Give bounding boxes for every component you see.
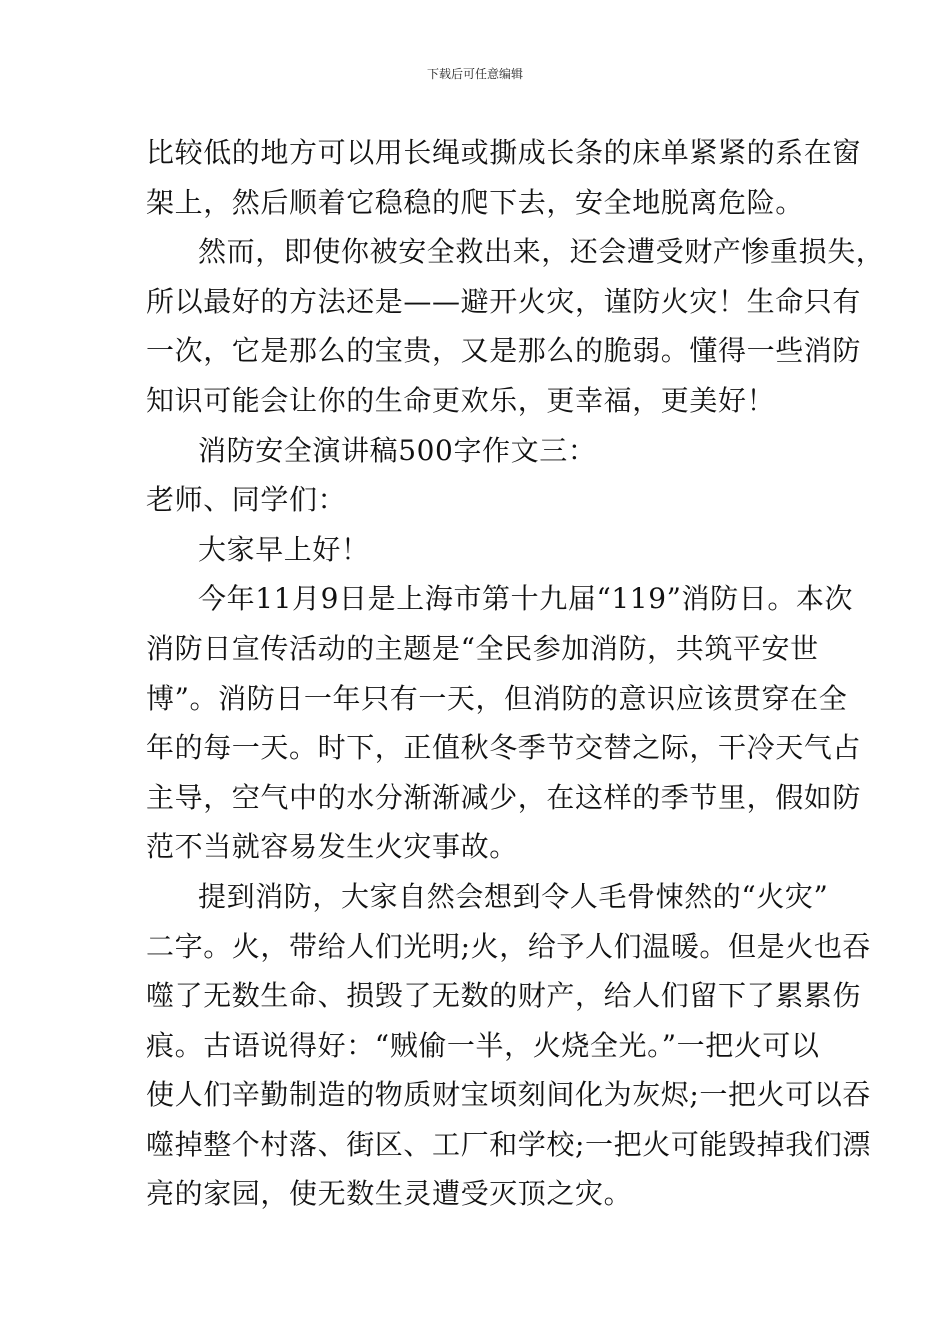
text-line: 比较低的地方可以用长绳或撕成长条的床单紧紧的系在窗 <box>146 136 862 169</box>
salutation: 老师、同学们： <box>146 483 347 517</box>
text-line: 主导，空气中的水分渐渐减少，在这样的季节里，假如防 <box>146 780 862 814</box>
text-line: 噬了无数生命、损毁了无数的财产，给人们留下了累累伤 <box>146 979 862 1013</box>
text-line: 痕。古语说得好：“贼偷一半，火烧全光。”一把火可以 <box>146 1028 820 1062</box>
text-line: 范不当就容易发生火灾事故。 <box>146 830 518 864</box>
page-header: 下载后可任意编辑 <box>426 67 523 81</box>
text-line: 消防日宣传活动的主题是“全民参加消防，共筑平安世 <box>146 631 819 665</box>
section-heading: 消防安全演讲稿500字作文三： <box>198 433 597 467</box>
text-line: 提到消防，大家自然会想到令人毛骨悚然的“火灾” <box>198 879 829 913</box>
text-line: 知识可能会让你的生命更欢乐，更幸福，更美好！ <box>146 383 776 417</box>
text-line: 噬掉整个村落、街区、工厂和学校;一把火可能毁掉我们漂 <box>146 1127 872 1161</box>
greeting: 大家早上好！ <box>198 532 370 566</box>
text-line: 所以最好的方法还是——避开火灾，谨防火灾！生命只有 <box>146 284 862 318</box>
text-line: 博”。消防日一年只有一天，但消防的意识应该贯穿在全 <box>146 681 848 715</box>
document-body <box>146 128 885 1219</box>
text-line: 亮的家园，使无数生灵遭受灭顶之灾。 <box>146 1177 633 1211</box>
text-line: 二字。火，带给人们光明;火，给予人们温暖。但是火也吞 <box>146 929 872 963</box>
text-line: 然而，即使你被安全救出来，还会遭受财产惨重损失， <box>198 235 885 269</box>
text-line: 年的每一天。时下，正值秋冬季节交替之际，干冷天气占 <box>146 731 862 765</box>
text-line: 架上，然后顺着它稳稳的爬下去，安全地脱离危险。 <box>146 185 804 219</box>
text-line: 今年11月9日是上海市第十九届“119”消防日。本次 <box>198 582 854 616</box>
text-line: 使人们辛勤制造的物质财宝顷刻间化为灰烬;一把火可以吞 <box>146 1078 872 1112</box>
text-line: 一次，它是那么的宝贵，又是那么的脆弱。懂得一些消防 <box>146 334 862 368</box>
